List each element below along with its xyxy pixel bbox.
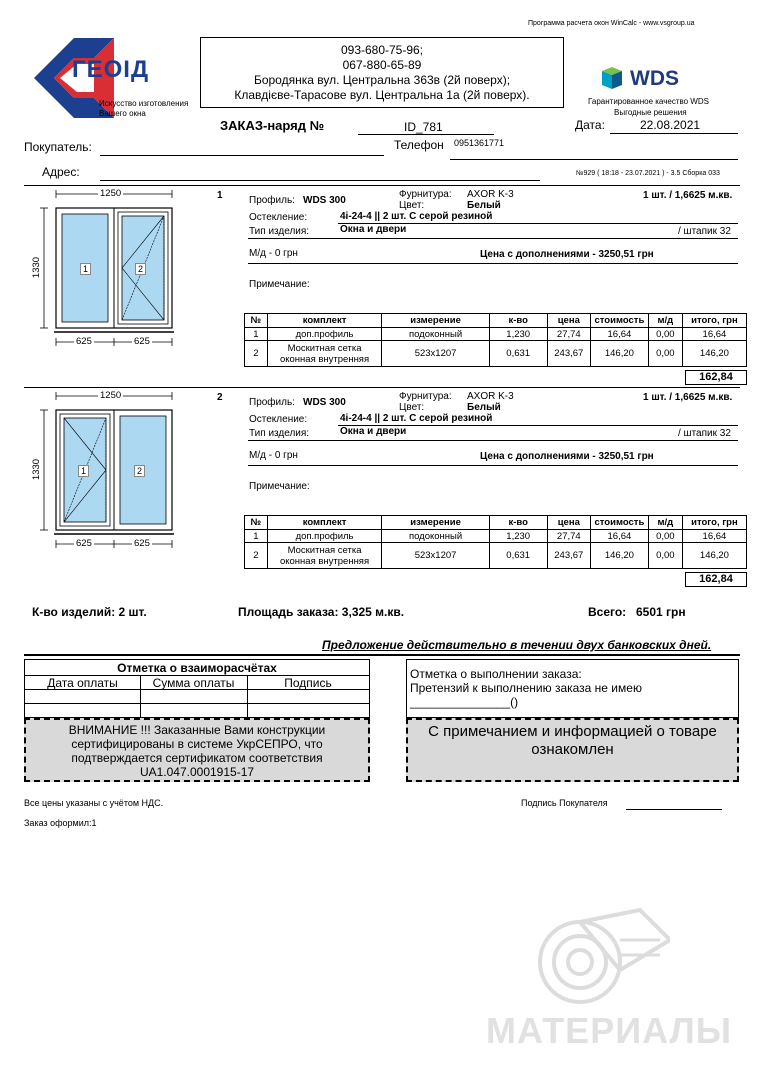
item-1-kit-total: 162,84 <box>685 370 747 385</box>
table-cell: 243,67 <box>547 543 590 569</box>
acknowledged-notice <box>406 718 739 782</box>
item-1-type: Окна и двери <box>340 224 407 235</box>
item-1-fittings-label: Фурнитура: <box>399 189 452 200</box>
table-cell: подоконный <box>382 530 489 543</box>
payments-line-3 <box>25 703 369 704</box>
item-2-fittings: AXOR K-3 <box>467 391 514 402</box>
table-cell: 16,64 <box>682 328 746 341</box>
attention-text: ВНИМАНИЕ !!! Заказанные Вами конструкции сертифицированы в системе УкрСЕПРО, что подтверждается сертификатом соответствия UA1.047.0001915-17 <box>68 723 326 779</box>
summary-area: Площадь заказа: 3,325 м.кв. <box>238 605 405 619</box>
table-row <box>245 543 747 569</box>
table-cell: 0,00 <box>648 530 682 543</box>
watermark-roll-icon <box>520 900 670 1010</box>
col-header: м/д <box>648 516 682 530</box>
payments-col-signature: Подпись <box>284 676 332 690</box>
item-1-bead: / штапик 32 <box>678 226 731 237</box>
watermark-text: МАТЕРИАЛЫ <box>486 1010 733 1051</box>
payments-col-sum: Сумма оплаты <box>152 676 235 690</box>
item-2-quantity: 1 шт. / 1,6625 м.кв. <box>643 392 733 403</box>
table-cell: 1 <box>245 530 268 543</box>
order-number: ID_781 <box>404 120 443 134</box>
table-cell: доп.профиль <box>267 328 382 341</box>
table-cell: 16,64 <box>590 530 648 543</box>
summary-separator <box>24 654 740 656</box>
logo-text: ГЕОІД <box>72 56 150 83</box>
signature-label: Подпись Покупателя <box>521 798 608 808</box>
offer-note: Предложение действительно в течении двух банковских дней. <box>322 638 712 652</box>
completion-box <box>406 659 739 718</box>
payments-vline-2 <box>247 675 248 718</box>
contact-phone-2: 067-880-65-89 <box>342 58 422 72</box>
item-2-price-line <box>248 465 738 466</box>
table-row <box>245 341 747 367</box>
attention-notice <box>24 718 370 782</box>
item-1-height-dim: 1330 <box>31 256 43 279</box>
date-line <box>610 133 738 134</box>
payments-vline-1 <box>140 675 141 718</box>
item-2-width-dim: 1250 <box>100 390 122 401</box>
item-2-glazing-label: Остекление: <box>249 414 308 425</box>
table-row <box>245 530 747 543</box>
completion-line-3: _______________() <box>410 695 519 709</box>
item-1-glazing-label: Остекление: <box>249 212 308 223</box>
summary-total: 6501 грн <box>636 605 686 619</box>
table-cell: 0,631 <box>489 341 547 367</box>
item-2-window-drawing <box>28 388 188 554</box>
item-1-price: Цена с дополнениями - 3250,51 грн <box>480 249 654 260</box>
item-2-index: 2 <box>217 392 223 403</box>
col-header: комплект <box>267 314 382 328</box>
item-1-kit-table <box>244 313 747 367</box>
col-header: № <box>245 516 268 530</box>
wds-tagline-1: Гарантированное качество WDS <box>588 97 709 106</box>
table-cell: 0,00 <box>648 341 682 367</box>
table-cell: доп.профиль <box>267 530 382 543</box>
date-label: Дата: <box>575 118 605 132</box>
table-cell: 27,74 <box>547 328 590 341</box>
payments-title: Отметка о взаиморасчётах <box>117 661 277 675</box>
item-1-fittings: AXOR K-3 <box>467 189 514 200</box>
payments-line-2 <box>25 689 369 690</box>
completion-line-2: Претензий к выполнению заказа не имею <box>410 681 642 695</box>
col-header: цена <box>547 314 590 328</box>
item-2-kit-table <box>244 515 747 569</box>
col-header: цена <box>547 516 590 530</box>
completion-line-1: Отметка о выполнении заказа: <box>410 667 582 681</box>
item-1-note-label: Примечание: <box>249 279 310 290</box>
acknowledged-text: С примечанием и информацией о товаре ознакомлен <box>428 723 717 758</box>
item-1-left-dim: 625 <box>76 336 92 347</box>
item-1-glazing: 4i-24-4 || 2 шт. С серой резиной <box>340 211 493 222</box>
item-2-profile: WDS 300 <box>303 397 346 408</box>
phone-line <box>450 159 738 160</box>
wds-logo-text: WDS <box>630 67 679 90</box>
logo-slogan-1: Искусство изготовления <box>99 99 189 108</box>
item-2-glazing-line <box>338 425 738 426</box>
item-1-color-label: Цвет: <box>399 200 425 211</box>
item-1-profile-label: Профиль: <box>249 195 295 206</box>
col-header: м/д <box>648 314 682 328</box>
item-1-sash-label-1: 1 <box>80 263 91 275</box>
item-1-profile: WDS 300 <box>303 195 346 206</box>
item-2-glazing: 4i-24-4 || 2 шт. С серой резиной <box>340 413 493 424</box>
order-number-line <box>358 134 494 135</box>
table-cell: 2 <box>245 341 268 367</box>
item-2-height-dim: 1330 <box>31 458 43 481</box>
item-2-kit-total: 162,84 <box>685 572 747 587</box>
table-row <box>245 328 747 341</box>
table-cell: 146,20 <box>590 543 648 569</box>
item-2-type-line <box>248 440 738 441</box>
item-2-price: Цена с дополнениями - 3250,51 грн <box>480 451 654 462</box>
table-cell: 27,74 <box>547 530 590 543</box>
table-cell: 0,00 <box>648 543 682 569</box>
summary-count: К-во изделий: 2 шт. <box>32 605 147 619</box>
table-cell: 1,230 <box>489 328 547 341</box>
vat-note: Все цены указаны с учётом НДС. <box>24 798 164 808</box>
table-cell: 2 <box>245 543 268 569</box>
table-cell: 1,230 <box>489 530 547 543</box>
col-header: № <box>245 314 268 328</box>
item-2-md: М/д - 0 грн <box>249 450 298 461</box>
order-title: ЗАКАЗ-наряд № <box>220 118 325 133</box>
item-1-color: Белый <box>467 200 501 211</box>
contact-phone-1: 093-680-75-96; <box>340 43 424 57</box>
buyer-line <box>100 155 384 156</box>
item-1-quantity: 1 шт. / 1,6625 м.кв. <box>643 190 733 201</box>
table-cell: Москитная сетка оконная внутренняя <box>267 341 382 367</box>
contact-address-2: Клавдієве-Тарасове вул. Центральна 1а (2й поверх). <box>234 88 530 102</box>
item-1-window-drawing <box>28 186 188 352</box>
item-2-bead: / штапик 32 <box>678 428 731 439</box>
item-1-width-dim: 1250 <box>100 188 122 199</box>
table-cell: 243,67 <box>547 341 590 367</box>
program-note: Программа расчета окон WinCalc - www.vsgroup.ua <box>528 20 695 27</box>
col-header: измерение <box>382 516 489 530</box>
table-cell: 0,00 <box>648 328 682 341</box>
item-1-type-label: Тип изделия: <box>249 226 310 237</box>
col-header: стоимость <box>590 314 648 328</box>
address-label: Адрес: <box>42 165 80 179</box>
contacts-box <box>200 37 564 108</box>
version-note: №929 ( 18:18 - 23.07.2021 ) - 3.5 Сборка 033 <box>576 170 720 177</box>
table-header-row <box>245 516 747 530</box>
signature-line <box>626 809 722 810</box>
col-header: к-во <box>489 516 547 530</box>
item-1-type-line <box>248 238 738 239</box>
table-cell: 1 <box>245 328 268 341</box>
col-header: к-во <box>489 314 547 328</box>
table-cell: 16,64 <box>682 530 746 543</box>
phone-label: Телефон <box>394 138 444 152</box>
buyer-label: Покупатель: <box>24 140 92 154</box>
table-cell: 523x1207 <box>382 341 489 367</box>
item-1-glazing-line <box>338 223 738 224</box>
table-cell: подоконный <box>382 328 489 341</box>
item-2-sash-label-1: 1 <box>78 465 89 477</box>
item-2-sash-label-2: 2 <box>134 465 145 477</box>
col-header: стоимость <box>590 516 648 530</box>
table-cell: 146,20 <box>682 341 746 367</box>
wds-cube-icon <box>600 67 624 89</box>
item-2-profile-label: Профиль: <box>249 397 295 408</box>
col-header: итого, грн <box>682 314 746 328</box>
geoid-logo <box>22 36 202 122</box>
issued-by: Заказ оформил:1 <box>24 818 97 828</box>
item-2-color: Белый <box>467 402 501 413</box>
col-header: измерение <box>382 314 489 328</box>
payments-col-date: Дата оплаты <box>47 676 118 690</box>
table-cell: 146,20 <box>590 341 648 367</box>
table-header-row <box>245 314 747 328</box>
address-line <box>100 180 540 181</box>
order-date: 22.08.2021 <box>640 118 701 132</box>
item-2-right-dim: 625 <box>134 538 150 549</box>
item-1-index: 1 <box>217 190 223 201</box>
payments-box <box>24 659 370 718</box>
item-1-right-dim: 625 <box>134 336 150 347</box>
wds-logo <box>600 66 704 90</box>
item-1-sash-label-2: 2 <box>135 263 146 275</box>
summary-total-label: Всего: <box>588 605 627 619</box>
item-1-price-line <box>248 263 738 264</box>
item-2-type-label: Тип изделия: <box>249 428 310 439</box>
contact-address-1: Бородянка вул. Центральна 363в (2й поверх); <box>253 73 511 87</box>
table-cell: 16,64 <box>590 328 648 341</box>
table-cell: 523x1207 <box>382 543 489 569</box>
item-2-note-label: Примечание: <box>249 481 310 492</box>
table-cell: 0,631 <box>489 543 547 569</box>
logo-slogan-2: Вашего окна <box>99 109 146 118</box>
item-2-color-label: Цвет: <box>399 402 425 413</box>
item-2-left-dim: 625 <box>76 538 92 549</box>
table-cell: 146,20 <box>682 543 746 569</box>
item-2-type: Окна и двери <box>340 426 407 437</box>
table-cell: Москитная сетка оконная внутренняя <box>267 543 382 569</box>
phone-value: 0951361771 <box>454 138 505 148</box>
wds-tagline-2: Выгодные решения <box>614 108 687 117</box>
col-header: комплект <box>267 516 382 530</box>
item-1-md: М/д - 0 грн <box>249 248 298 259</box>
col-header: итого, грн <box>682 516 746 530</box>
item-2-fittings-label: Фурнитура: <box>399 391 452 402</box>
